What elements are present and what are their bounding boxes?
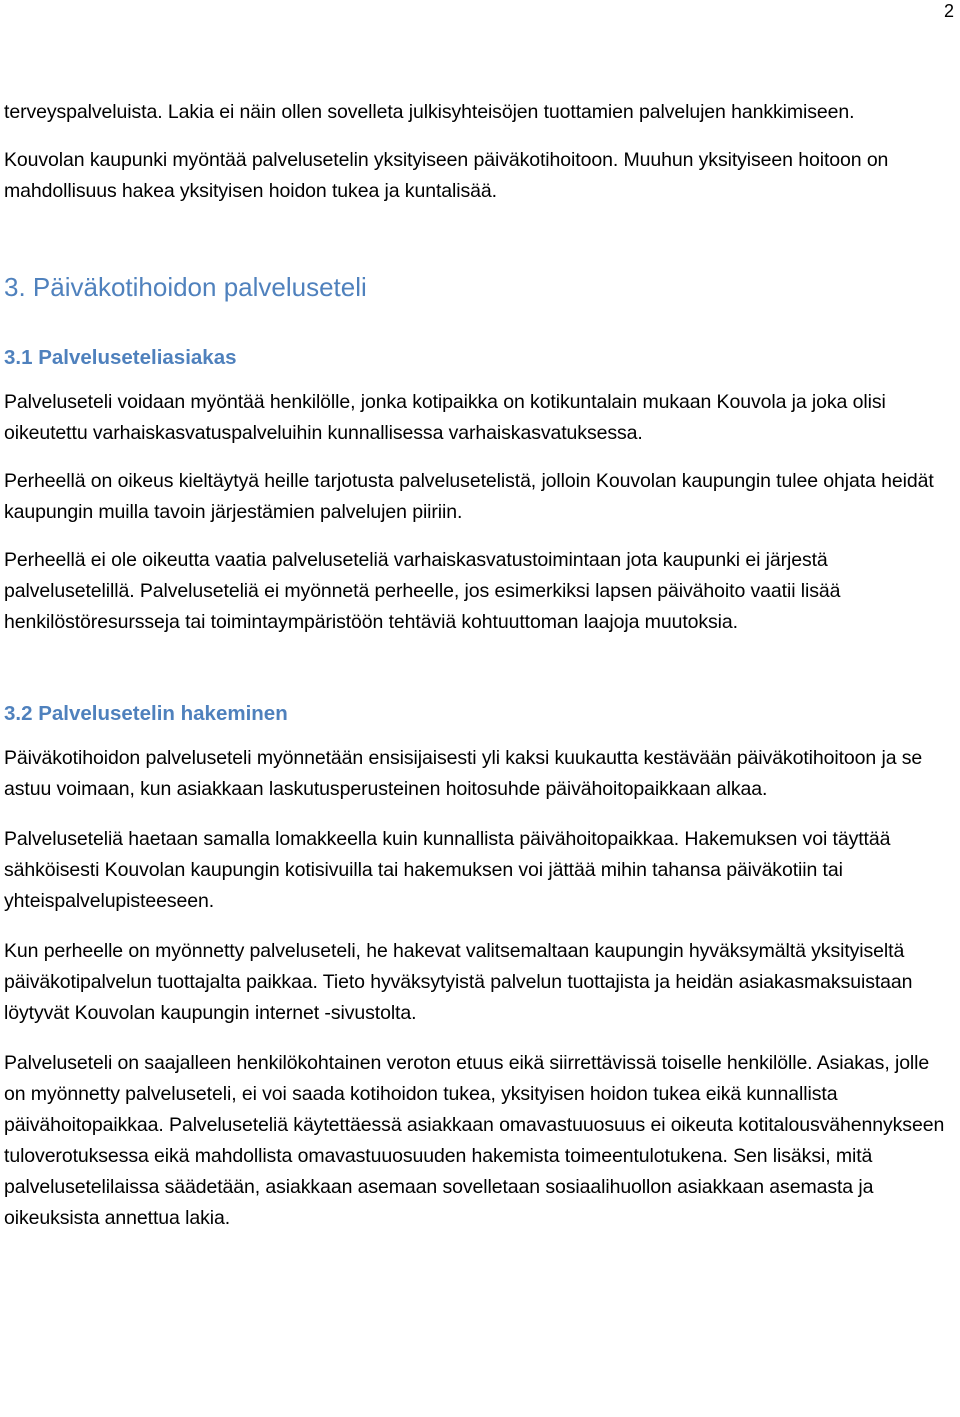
section-3-2-paragraph-4: Palveluseteli on saajalleen henkilökohtainen veroton etuus eikä siirrettävissä toiselle henkilölle. Asiakas, jolle on myönnetty palveluseteli, ei voi saada kotihoidon tukea, yksityisen hoidon tukea eikä kunnallista päivähoitopaikkaa. Palveluseteliä käytettäessä asiakkaan omavastuuosuus ei oikeuta kotitalousvähennykseen tuloverotuksessa eikä mahdollista omavastuuosuuden hakemista toimeentulotukena. Sen lisäksi, mitä palvelusetelilaissa säädetään, asiakkaan asemaan sovelletaan sosiaalihuollon asiakkaan asemasta ja oikeuksista annettua lakia. bbox=[4, 1052, 945, 1229]
intro-paragraph-1: terveyspalveluista. Lakia ei näin ollen sovelleta julkisyhteisöjen tuottamien palvelujen hankkimiseen. bbox=[4, 101, 855, 123]
section-3-1-paragraph-2: Perheellä on oikeus kieltäytyä heille tarjotusta palvelusetelistä, jolloin Kouvolan kaupungin tulee ohjata heidät kaupungin muilla tavoin järjestämien palvelujen piiriin. bbox=[4, 470, 934, 523]
page-number: 2 bbox=[943, 1, 954, 21]
section-3-1-paragraph-3: Perheellä ei ole oikeutta vaatia palveluseteliä varhaiskasvatustoimintaan jota kaupunki ei järjestä palvelusetelillä. Palveluseteliä ei myönnetä perheelle, jos esimerkiksi lapsen päivähoito vaatii lisää henkilöstöresursseja tai toimintaympäristöön tehtäviä kohtuuttoman laajoja muutoksia. bbox=[4, 549, 841, 633]
section-3-1-heading: 3.1 Palveluseteliasiakas bbox=[4, 346, 237, 369]
intro-paragraph-2: Kouvolan kaupunki myöntää palvelusetelin yksityiseen päiväkotihoitoon. Muuhun yksityiseen hoitoon on mahdollisuus hakea yksityisen hoidon tukea ja kuntalisää. bbox=[4, 149, 889, 202]
section-3-heading: 3. Päiväkotihoidon palveluseteli bbox=[4, 272, 367, 302]
section-3-2-paragraph-3: Kun perheelle on myönnetty palveluseteli, he hakevat valitsemaltaan kaupungin hyväksymältä yksityiseltä päiväkotipalvelun tuottajalta paikkaa. Tieto hyväksytyistä palvelun tuottajista ja heidän asiakasmaksuistaan löytyvät Kouvolan kaupungin internet -sivustolta. bbox=[4, 940, 913, 1024]
section-3-2-paragraph-1: Päiväkotihoidon palveluseteli myönnetään ensisijaisesti yli kaksi kuukautta kestävään päiväkotihoitoon ja se astuu voimaan, kun asiakkaan laskutusperusteinen hoitosuhde päivähoitopaikkaan alkaa. bbox=[4, 747, 923, 800]
section-3-2-heading: 3.2 Palvelusetelin hakeminen bbox=[4, 702, 288, 725]
section-3-1-paragraph-1: Palveluseteli voidaan myöntää henkilölle, jonka kotipaikka on kotikuntalain mukaan Kouvola ja joka olisi oikeutettu varhaiskasvatuspalveluihin kunnallisessa varhaiskasvatuksessa. bbox=[4, 391, 886, 444]
document-body bbox=[4, 97, 954, 1234]
section-3-2-paragraph-2: Palveluseteliä haetaan samalla lomakkeella kuin kunnallista päivähoitopaikkaa. Hakemuksen voi täyttää sähköisesti Kouvolan kaupungin kotisivuilla tai hakemuksen voi jättää mihin tahansa päiväkotiin tai yhteispalvelupisteeseen. bbox=[4, 828, 891, 912]
